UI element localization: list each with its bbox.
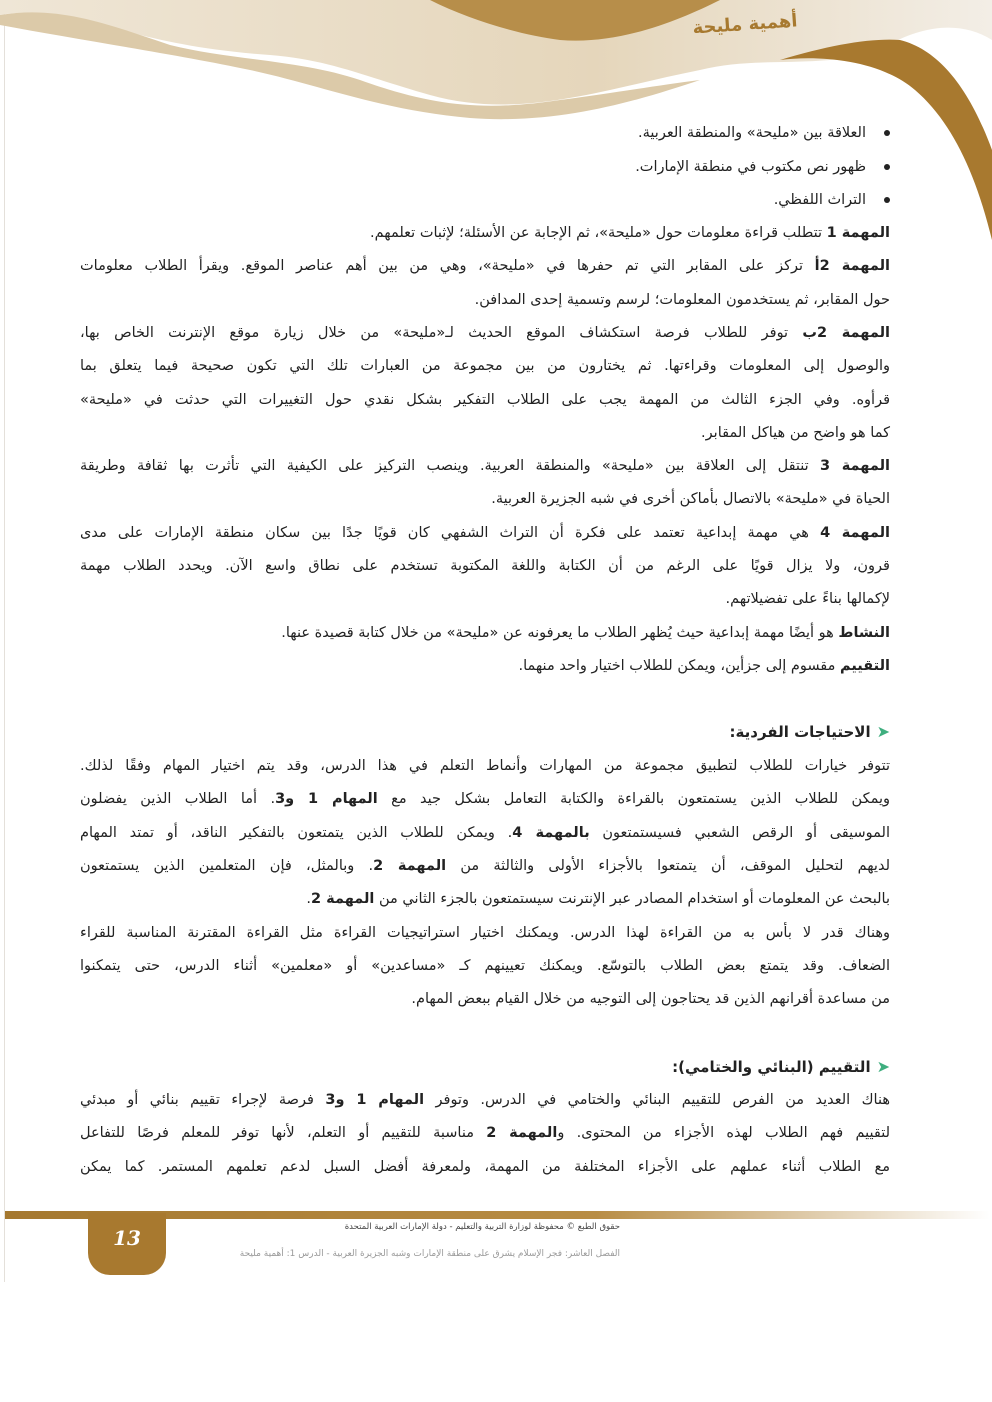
text-line [80,988,890,1010]
bold-term: التقييم [840,658,890,674]
bold-term: المهمة 4 [820,525,890,541]
assessment-heading [672,1056,890,1078]
bold-term: المهمة 1 [826,225,890,241]
text-line [80,1156,890,1178]
text-segment: فرصة لإجراء تقييم بنائي أو مبدئي [80,1092,326,1108]
bold-term: المهمة 2 [486,1125,558,1141]
text-segment: قرون، ولا يزال قويًا على الرغم من أن الكتابة واللغة المكتوبة تستخدم على نطاق واسع الآن. ويحدد الطلاب مهمة [80,558,890,574]
text-segment: الموسيقى أو الرقص الشعبي فسيستمتعون [589,825,890,841]
heading-text: التقييم (البنائي والختامي): [672,1058,871,1076]
bullet-item [774,189,890,211]
bold-term: المهمة 2أ [814,258,890,274]
text-line [80,888,890,910]
text-segment: . وبالمثل، فإن المتعلمين الذين يستمتعون [80,858,374,874]
text-line [80,1089,890,1111]
text-line [80,389,890,411]
text-line [80,522,890,544]
text-segment: ويمكن للطلاب الذين يستمتعون بالقراءة والكتابة التعامل بشكل جيد مع [377,791,891,807]
text-line [80,955,890,977]
copyright-text: حقوق الطبع © محفوظة لوزارة التربية والتعليم - دولة الإمارات العربية المتحدة [344,1222,620,1232]
page-title: أهمية مليحة [691,10,799,39]
text-segment: تتطلب قراءة معلومات حول «مليحة»، ثم الإجابة عن الأسئلة؛ لإثبات تعلمهم. [370,225,827,241]
text-segment: هي مهمة إبداعية تعتمد على فكرة أن التراث الشفهي كان قويًا جدًا بين سكان منطقة الإمارات على مدى [80,525,821,541]
text-segment: بالبحث عن المعلومات أو استخدام المصادر عبر الإنترنت سيستمتعون بالجزء الثاني من [374,891,890,907]
text-segment: لإكمالها بناءً على تفضيلاتهم. [725,591,890,607]
text-segment: من مساعدة أقرانهم الذين قد يحتاجون إلى التوجيه من خلال القيام ببعض المهام. [411,991,890,1007]
bold-term: المهمة 3 [819,458,890,474]
text-line [80,622,890,644]
bold-term: المهمة 2 [373,858,447,874]
text-line [80,355,890,377]
bullet-text: ظهور نص مكتوب في منطقة الإمارات. [635,159,866,175]
text-line [80,922,890,944]
text-segment: . أما الطلاب الذين يفضلون [80,791,276,807]
text-segment: لتقييم فهم الطلاب لهذه الأجزاء من المحتوى. و [557,1125,890,1141]
chapter-text: الفصل العاشر: فجر الإسلام يشرق على منطقة الإمارات وشبه الجزيرة العربية - الدرس 1: أهمية مليحة [239,1249,620,1259]
text-segment: تتوفر خيارات للطلاب لتطبيق مجموعة من المهارات وأنماط التعلم في هذا الدرس، وقد يتم اختيار المهام وفقًا لذلك. [80,758,890,774]
text-segment: مناسبة للتقييم أو التعلم، لأنها توفر للمعلم فرصًا للتفاعل [80,1125,487,1141]
individual-needs-heading [730,721,890,743]
text-line [80,322,890,344]
text-segment: حول المقابر، ثم يستخدمون المعلومات؛ لرسم وتسمية إحدى المدافن. [474,292,890,308]
text-segment: لديهم لتحليل الموقف، أن يتمتعوا بالأجزاء الأولى والثالثة من [446,858,890,874]
chevron-icon: ➤ [876,722,890,741]
text-segment: هناك العديد من الفرص للتقييم البنائي والختامي في الدرس. وتوفر [424,1092,891,1108]
bullet-item [635,156,890,178]
bold-term: المهام 1 و3 [275,791,378,807]
text-segment: قرأوه. وفي الجزء الثالث من المهمة يجب على الطلاب التفكير بشكل نقدي حول التغييرات التي حدثت في «مليحة» [80,392,890,408]
text-line [80,555,890,577]
bullet-item [638,122,890,144]
text-line [80,1122,890,1144]
text-line [80,289,890,311]
text-segment: توفر للطلاب فرصة استكشاف الموقع الحديث لـ«مليحة» من خلال زيارة موقع الإنترنت الخاص بها، [80,325,803,341]
bold-term: النشاط [838,625,890,641]
bold-term: المهمة 2ب [802,325,890,341]
text-segment: الضعاف. وقد يتمتع بعض الطلاب بالتوسّع. ويمكنك تعيينهم كـ «مساعدين» أو «معلمين» أثناء الدرس، حتى يتمكنوا [80,958,890,974]
text-segment: . ويمكن للطلاب الذين يتمتعون بالتفكير الناقد، أو تمتد المهام [80,825,513,841]
text-segment: تنتقل إلى العلاقة بين «مليحة» والمنطقة العربية. وينصب التركيز على الكيفية التي تأثرت بها ثقافة وطريقة [80,458,820,474]
text-line [80,455,890,477]
text-line [80,855,890,877]
text-line [80,588,890,610]
text-segment: وهناك قدر لا بأس به من القراءة لهذا الدرس. ويمكنك اختيار استراتيجيات القراءة مثل القراءة المقترنة المناسبة للقراء [80,925,890,941]
text-segment: والوصول إلى المعلومات وقراءتها. ثم يختارون من بين مجموعة من العبارات تلك التي تكون صحيحة فيما يتعلق بما [80,358,890,374]
bold-term: بالمهمة 4 [512,825,590,841]
bullet-dot-icon [884,197,890,203]
text-line [80,255,890,277]
text-segment: هو أيضًا مهمة إبداعية حيث يُظهر الطلاب ما يعرفونه عن «مليحة» من خلال كتابة قصيدة عنها. [281,625,839,641]
bullet-text: التراث اللفظي. [773,192,866,208]
text-line [80,655,890,677]
bold-term: المهمة 2 [311,891,375,907]
chevron-icon: ➤ [876,1057,890,1076]
text-segment: الحياة في «مليحة» بالاتصال بأماكن أخرى في شبه الجزيرة العربية. [491,491,890,507]
text-segment: . [306,891,312,907]
text-line [80,222,890,244]
text-line [80,488,890,510]
heading-text: الاحتياجات الفردية: [729,723,871,741]
text-line [80,822,890,844]
text-segment: مقسوم إلى جزأين، ويمكن للطلاب اختيار واحد منهما. [518,658,841,674]
text-segment: تركز على المقابر التي تم حفرها في «مليحة»، وهي من بين أهم عناصر الموقع. ويقرأ الطلاب معلومات [80,258,815,274]
text-line [80,422,890,444]
text-segment: كما هو واضح من هياكل المقابر. [701,425,890,441]
text-segment: مع الطلاب أثناء عملهم على الأجزاء المختلفة من المهمة، ولمعرفة أفضل السبل لدعم تعلمهم المستمر. كما يمكن [80,1159,890,1175]
text-line [80,755,890,777]
bullet-dot-icon [884,164,890,170]
page-number: 13 [113,1226,141,1250]
text-line [80,788,890,810]
bullet-dot-icon [884,130,890,136]
bold-term: المهام 1 و3 [325,1092,425,1108]
bullet-text: العلاقة بين «مليحة» والمنطقة العربية. [638,125,866,141]
